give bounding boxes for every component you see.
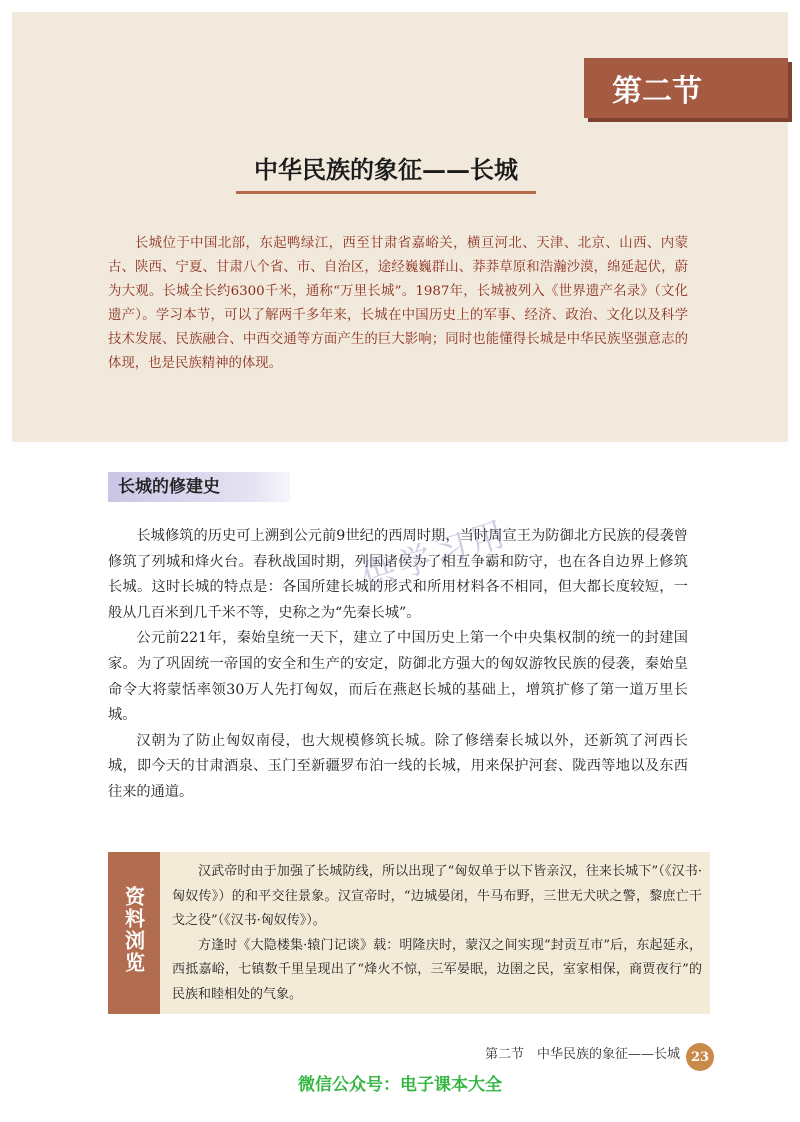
watermark: 供学习用 [356, 513, 514, 599]
wechat-credit: 微信公众号：电子课本大全 [298, 1075, 502, 1095]
chapter-title: 中华民族的象征——长城 [254, 155, 518, 184]
resource-paragraph-1: 汉武帝时由于加强了长城防线，所以出现了“匈奴单于以下皆亲汉，往来长城下”（《汉书·匈奴传》）的和平交往景象。汉宣帝时，“边城晏闭，牛马布野，三世无犬吠之警，黎庶亡干戈之役”（《汉书·匈奴传》）。 [172, 864, 702, 928]
body-paragraph-2: 公元前221年，秦始皇统一天下，建立了中国历史上第一个中央集权制的统一的封建国家。为了巩固统一帝国的安全和生产的安定，防御北方强大的匈奴游牧民族的侵袭，秦始皇命令大将蒙恬率领30万人先打匈奴，而后在燕赵长城的基础上，增筑扩修了第一道万里长城。 [108, 630, 688, 724]
intro-paragraph: 长城位于中国北部，东起鸭绿江，西至甘肃省嘉峪关，横亘河北、天津、北京、山西、内蒙古、陕西、宁夏、甘肃八个省、市、自治区，途经巍巍群山、莽莽草原和浩瀚沙漠，绵延起伏，蔚为大观。长城全长约6300千米，通称“万里长城”。1987年，长城被列入《世界遗产名录》（文化遗产）。学习本节，可以了解两千多年来，长城在中国历史上的军事、经济、政治、文化以及科学技术发展、民族融合、中西交通等方面产生的巨大影响；同时也能懂得长城是中华民族坚强意志的体现，也是民族精神的体现。 [108, 236, 688, 371]
page-number [686, 1043, 714, 1071]
section-badge [584, 58, 788, 118]
running-title: 第二节 中华民族的象征——长城 [484, 1047, 680, 1062]
page-number-label: 23 [690, 1049, 710, 1065]
subsection-heading: 长城的修建史 [108, 472, 290, 502]
title-underline [236, 191, 536, 194]
resource-paragraph-2: 方逢时《大隐楼集·辕门记谈》载：明隆庆时，蒙汉之间实现“封贡互市”后，东起延永，西抵嘉峪，七镇数千里呈现出了“烽火不惊，三军晏眠，边圉之民，室家相保，商贾夜行”的民族和睦相处的气象。 [172, 937, 702, 1002]
body-paragraph-1: 长城修筑的历史可上溯到公元前9世纪的西周时期，当时周宣王为防御北方民族的侵袭曾修筑了列城和烽火台。春秋战国时期，列国诸侯为了相互争霸和防守，也在各自边界上修筑长城。这时长城的特点是：各国所建长城的形式和所用材料各不相同，但大都长度较短，一般从几百米到几千米不等，史称之为“先秦长城”。 [108, 528, 688, 621]
resource-text [172, 860, 702, 1007]
section-label: 第二节 [612, 74, 702, 109]
body-paragraph-3: 汉朝为了防止匈奴南侵，也大规模修筑长城。除了修缮秦长城以外，还新筑了河西长城，即今天的甘肃酒泉、玉门至新疆罗布泊一线的长城，用来保护河套、陇西等地以及东西往来的通道。 [108, 732, 688, 800]
resource-tab-label: 资料浏览 [121, 886, 146, 974]
body-text [108, 524, 688, 806]
